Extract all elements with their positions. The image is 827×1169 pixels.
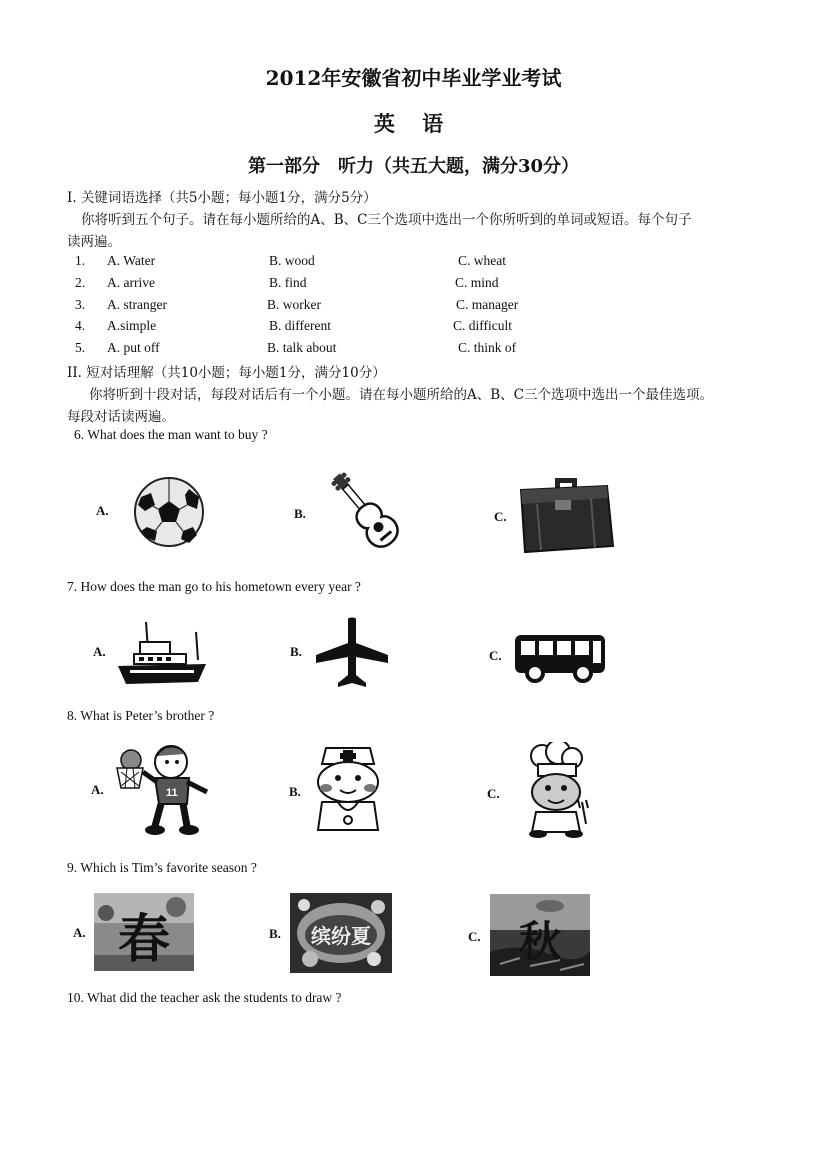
subject-title: 英 语: [373, 111, 454, 136]
option-b: B. worker: [267, 297, 321, 312]
section2-heading: II. 短对话理解（共10小题；每小题1分，满分10分）: [67, 365, 386, 381]
svg-text:11: 11: [166, 787, 178, 799]
summer-picture: [290, 893, 392, 973]
option-b: B. talk about: [267, 340, 337, 355]
option-a: A. stranger: [107, 297, 167, 312]
option-c-label: C.: [468, 929, 481, 944]
option-c-label: C.: [489, 648, 502, 663]
section1-instruction: 你将听到五个句子。请在每小题所给的A、B、C三个选项中选出一个你所听到的单词或短语。每个句子: [81, 212, 692, 228]
item-number: 4.: [75, 318, 86, 333]
option-a-label: A.: [96, 503, 109, 518]
option-a: A. arrive: [107, 275, 155, 290]
item-number: 3.: [75, 297, 86, 312]
option-b-label: B.: [290, 644, 302, 659]
spring-picture: [94, 893, 194, 971]
option-a-label: A.: [73, 925, 86, 940]
spring-character: 春: [117, 909, 171, 970]
section2-instruction: 你将听到十段对话，每段对话后有一个小题。请在每小题所给的A、B、C三个选项中选出一个最佳选项。: [89, 387, 713, 403]
airplane-picture: [314, 617, 390, 689]
section2-instruction-cont: 每段对话读两遍。: [67, 409, 175, 425]
question-9: 9. Which is Tim’s favorite season ?: [67, 860, 257, 875]
question-10: 10. What did the teacher ask the students to draw ?: [67, 990, 342, 1005]
ship-picture: [116, 620, 210, 686]
option-a: A.simple: [107, 318, 157, 333]
option-c: C. manager: [456, 297, 519, 312]
item-number: 1.: [75, 253, 86, 268]
guitar-picture: [322, 466, 408, 556]
option-b-label: B.: [289, 784, 301, 799]
part-title: 第一部分 听力（共五大题，满分30分）: [247, 156, 580, 177]
option-b: B. wood: [269, 253, 315, 268]
option-b-label: B.: [269, 926, 281, 941]
item-number: 5.: [75, 340, 86, 355]
option-a-label: A.: [93, 644, 106, 659]
option-a: A. put off: [107, 340, 160, 355]
autumn-character: 秋: [518, 917, 562, 966]
autumn-picture: [490, 894, 590, 976]
question-8: 8. What is Peter’s brother ?: [67, 708, 215, 723]
summer-text: 缤纷夏: [311, 924, 371, 948]
section1-heading: I. 关键词语选择（共5小题；每小题1分，满分5分）: [67, 190, 377, 206]
option-b: B. different: [269, 318, 331, 333]
exam-title: 2012年安徽省初中毕业学业考试: [265, 66, 562, 90]
option-c: C. difficult: [453, 318, 512, 333]
soccer-ball-picture: [133, 475, 205, 549]
question-7: 7. How does the man go to his hometown every year ?: [67, 579, 361, 594]
item-number: 2.: [75, 275, 86, 290]
option-b-label: B.: [294, 506, 306, 521]
option-c: C. think of: [458, 340, 517, 355]
option-b: B. find: [269, 275, 307, 290]
option-c-label: C.: [494, 509, 507, 524]
option-c-label: C.: [487, 786, 500, 801]
option-a-label: A.: [91, 782, 104, 797]
briefcase-picture: [515, 474, 615, 554]
option-c: C. wheat: [458, 253, 506, 268]
section1-instruction-cont: 读两遍。: [67, 234, 121, 250]
question-6: 6. What does the man want to buy ?: [74, 427, 268, 442]
option-a: A. Water: [107, 253, 156, 268]
option-c: C. mind: [455, 275, 499, 290]
basketball-player-picture: [113, 742, 213, 838]
bus-picture: [513, 633, 607, 683]
doctor-picture: [308, 744, 388, 834]
cook-picture: [516, 742, 596, 838]
